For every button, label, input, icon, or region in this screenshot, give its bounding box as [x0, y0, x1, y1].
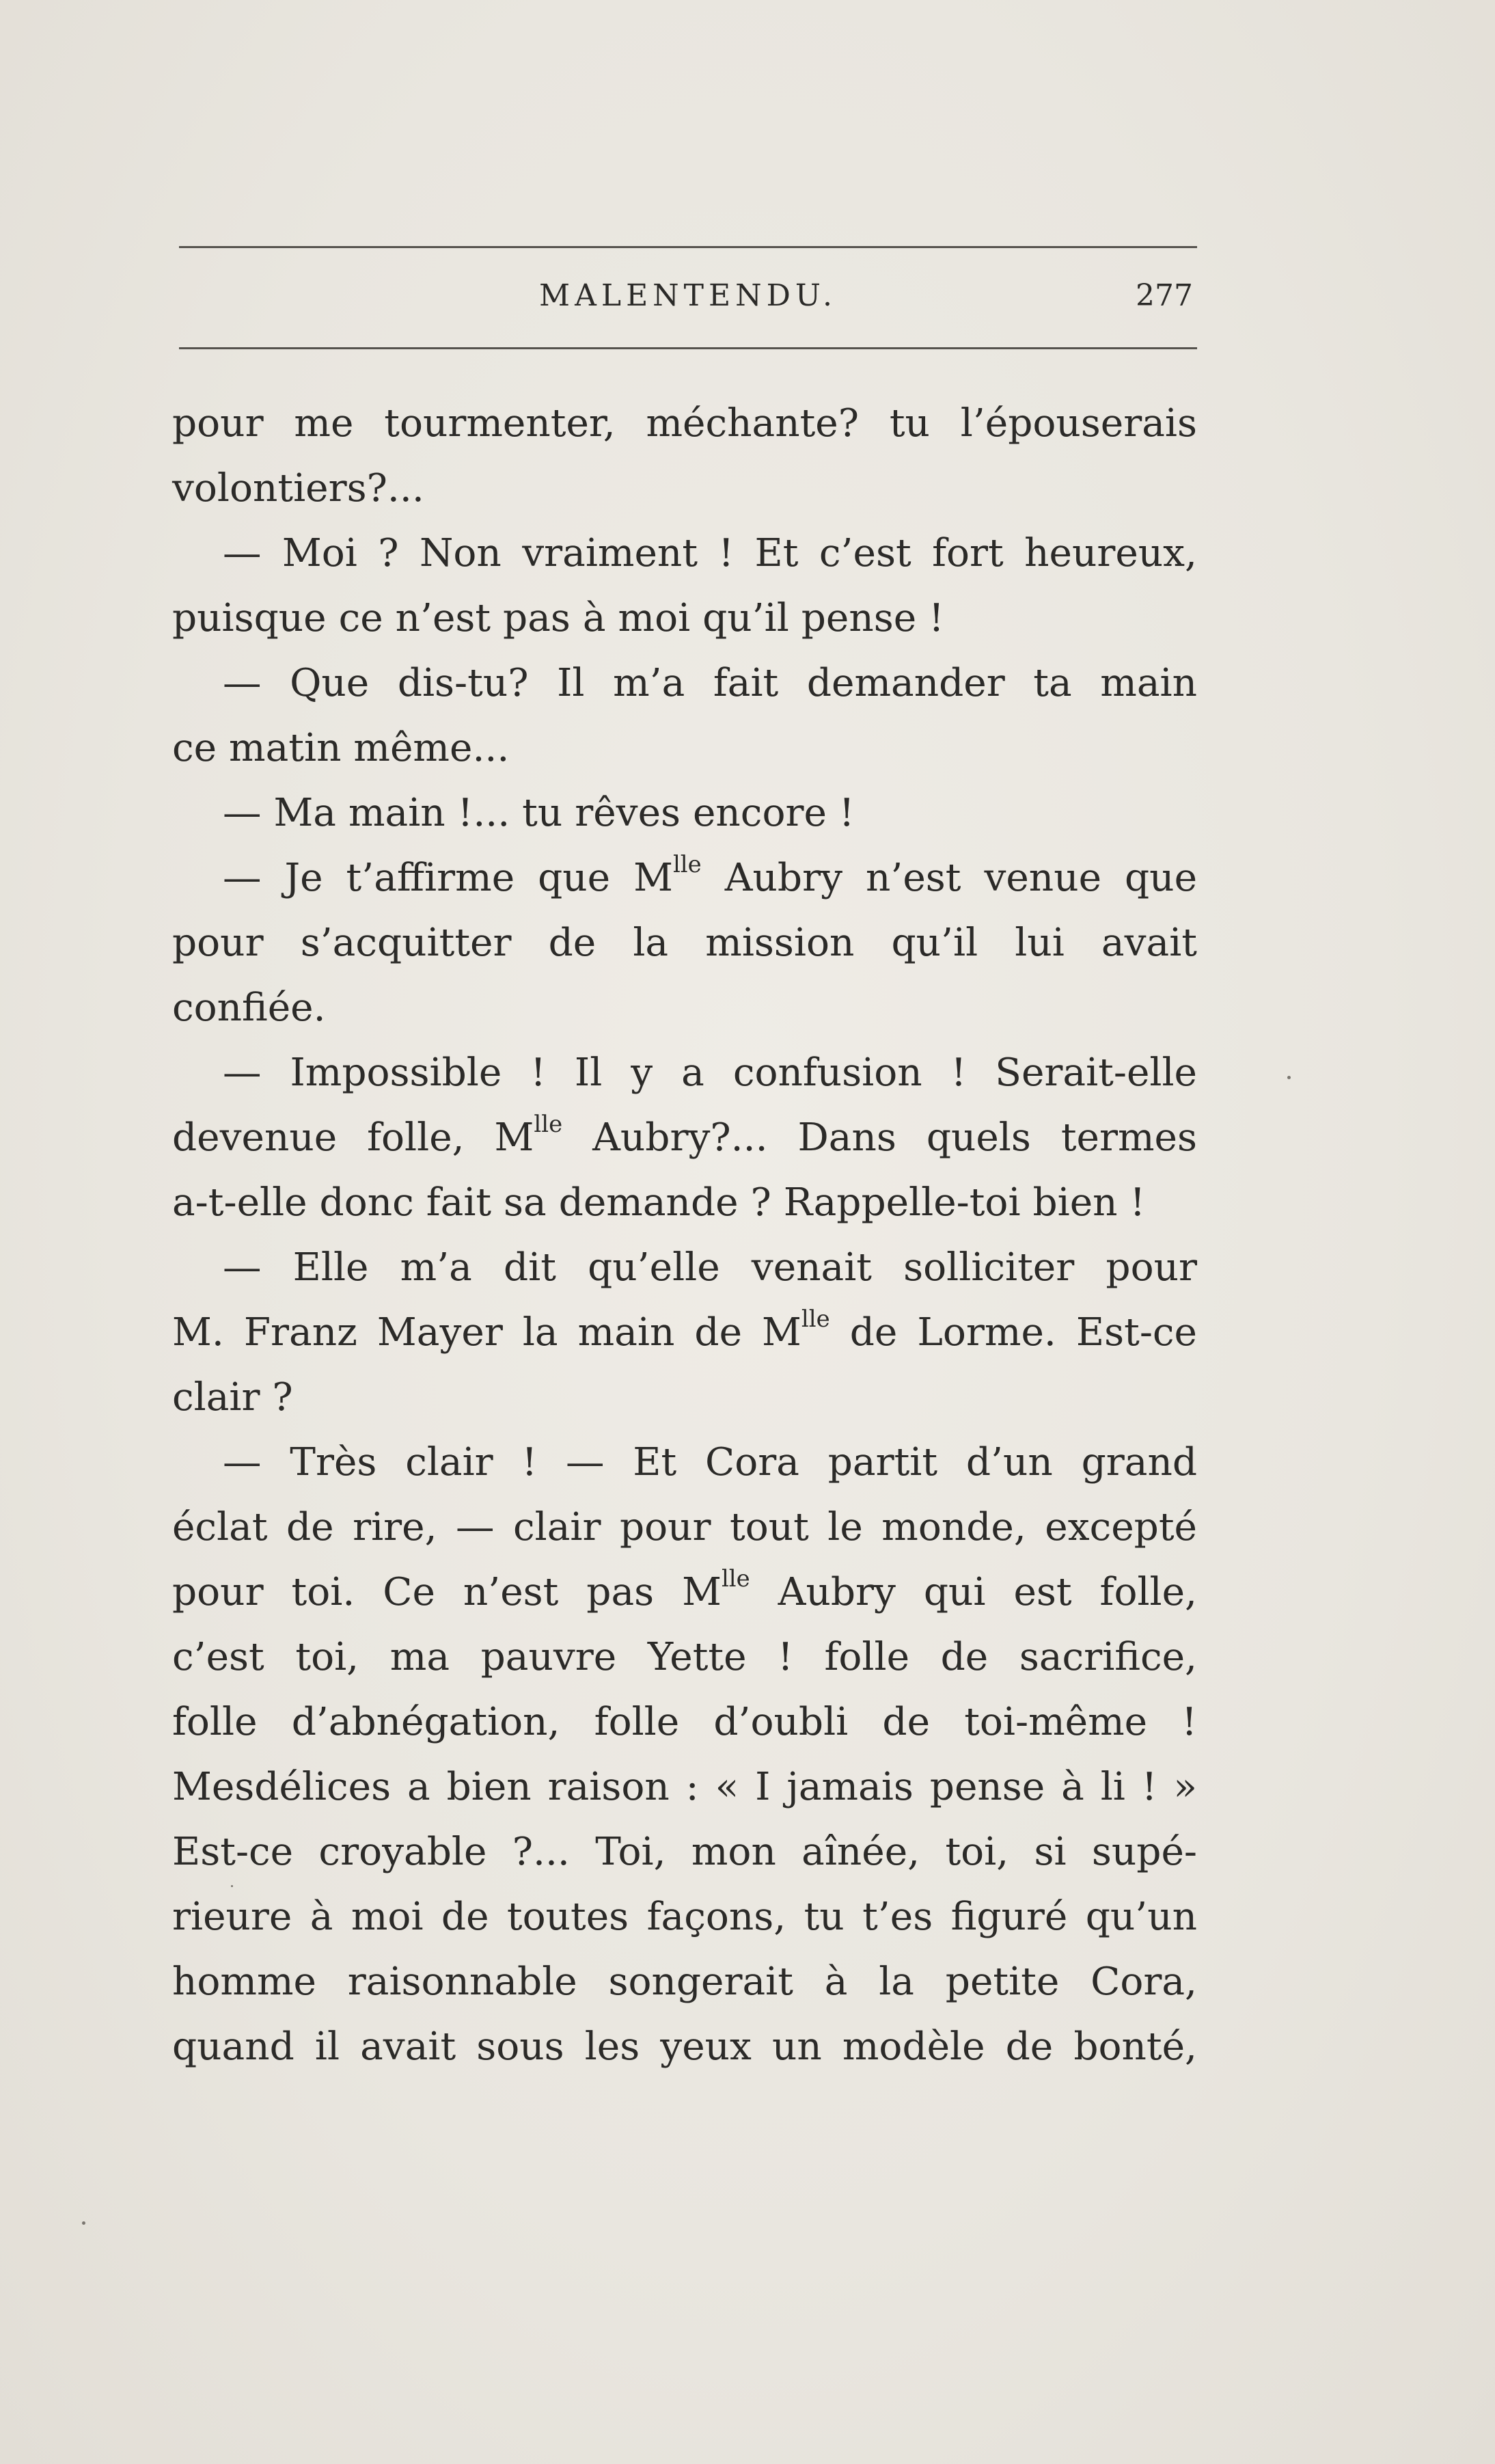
text-line: [172, 1949, 1197, 2014]
paper-speck: [82, 2221, 85, 2225]
text-line-content: — Je t’affirme que M: [223, 856, 673, 900]
text-line: [172, 1040, 1197, 1105]
text-line: [172, 1235, 1197, 1300]
text-line: [172, 2014, 1197, 2079]
text-line-content: puisque ce n’est pas à moi qu’il pense !: [172, 596, 944, 640]
superscript-abbrev: lle: [721, 1565, 750, 1592]
text-line-continuation: Aubry qui est folle,: [750, 1570, 1197, 1614]
text-line-content: a-t-elle donc fait sa demande ? Rappelle-toi bien !: [172, 1180, 1146, 1225]
paper-speck: [231, 1885, 233, 1887]
text-line-content: éclat de rire, — clair pour tout le monde, excepté: [172, 1505, 1197, 1549]
text-line-content: — Elle m’a dit qu’elle venait solliciter pour: [223, 1245, 1197, 1290]
text-line: [172, 975, 1197, 1040]
text-line-content: — Très clair ! — Et Cora partit d’un grand: [223, 1440, 1197, 1485]
text-line: [172, 1884, 1197, 1949]
superscript-abbrev: lle: [801, 1305, 830, 1332]
text-line-content: pour s’acquitter de la mission qu’il lui avait: [172, 921, 1197, 965]
text-line-content: clair ?: [172, 1375, 293, 1420]
text-line: [172, 716, 1197, 781]
running-head: [179, 272, 1197, 320]
text-line-content: homme raisonnable songerait à la petite Cora,: [172, 1960, 1197, 2004]
header-rule-top: [179, 246, 1197, 248]
text-line-content: pour me tourmenter, méchante? tu l’épouserais: [172, 401, 1197, 446]
text-line-content: pour toi. Ce n’est pas M: [172, 1570, 722, 1614]
text-line-content: — Impossible ! Il y a confusion ! Serait-elle: [223, 1051, 1197, 1095]
text-line-continuation: Aubry?... Dans quels termes: [562, 1115, 1197, 1160]
text-line-content: Est-ce croyable ?... Toi, mon aînée, toi, si supé-: [172, 1830, 1197, 1874]
text-line-content: volontiers?...: [172, 466, 424, 511]
text-line-content: confiée.: [172, 986, 326, 1030]
text-line: [172, 1625, 1197, 1690]
text-line: [172, 521, 1197, 586]
text-line: [172, 1755, 1197, 1819]
text-line: [172, 845, 1197, 910]
text-line-content: — Ma main !... tu rêves encore !: [223, 791, 855, 835]
text-line-content: — Que dis-tu? Il m’a fait demander ta main: [223, 661, 1197, 705]
text-line: [172, 1105, 1197, 1170]
text-line: [172, 1560, 1197, 1625]
text-line: [172, 1300, 1197, 1365]
text-line: [172, 391, 1197, 456]
superscript-abbrev: lle: [534, 1110, 563, 1137]
superscript-abbrev: lle: [672, 850, 702, 878]
text-line-content: M. Franz Mayer la main de M: [172, 1310, 801, 1355]
text-line: [172, 1819, 1197, 1884]
paper-speck: [1287, 1076, 1291, 1079]
text-line-content: folle d’abnégation, folle d’oubli de toi-même !: [172, 1700, 1197, 1744]
running-title: MALENTENDU.: [539, 278, 837, 313]
text-line: [172, 1495, 1197, 1560]
text-line-continuation: Aubry n’est venue que: [701, 856, 1197, 900]
text-line-content: Mesdélices a bien raison : « I jamais pense à li ! »: [172, 1765, 1197, 1809]
page-number: 277: [1136, 278, 1193, 313]
text-line: [172, 651, 1197, 716]
text-line: [172, 1170, 1197, 1235]
text-line: [172, 1690, 1197, 1755]
text-line-content: devenue folle, M: [172, 1115, 534, 1160]
header-rule-bottom: [179, 347, 1197, 349]
text-line-content: quand il avait sous les yeux un modèle de bonté,: [172, 2025, 1197, 2069]
body-text: [172, 391, 1197, 2079]
text-line: [172, 456, 1197, 521]
text-line: [172, 586, 1197, 651]
text-line: [172, 1365, 1197, 1430]
text-line-content: — Moi ? Non vraiment ! Et c’est fort heureux,: [223, 531, 1197, 576]
text-line-content: ce matin même...: [172, 726, 510, 770]
text-line: [172, 1430, 1197, 1495]
text-line: [172, 910, 1197, 975]
text-line-content: c’est toi, ma pauvre Yette ! folle de sacrifice,: [172, 1635, 1197, 1679]
text-line-content: rieure à moi de toutes façons, tu t’es figuré qu’un: [172, 1895, 1197, 1939]
text-line-continuation: de Lorme. Est-ce: [829, 1310, 1197, 1355]
text-line: [172, 781, 1197, 845]
